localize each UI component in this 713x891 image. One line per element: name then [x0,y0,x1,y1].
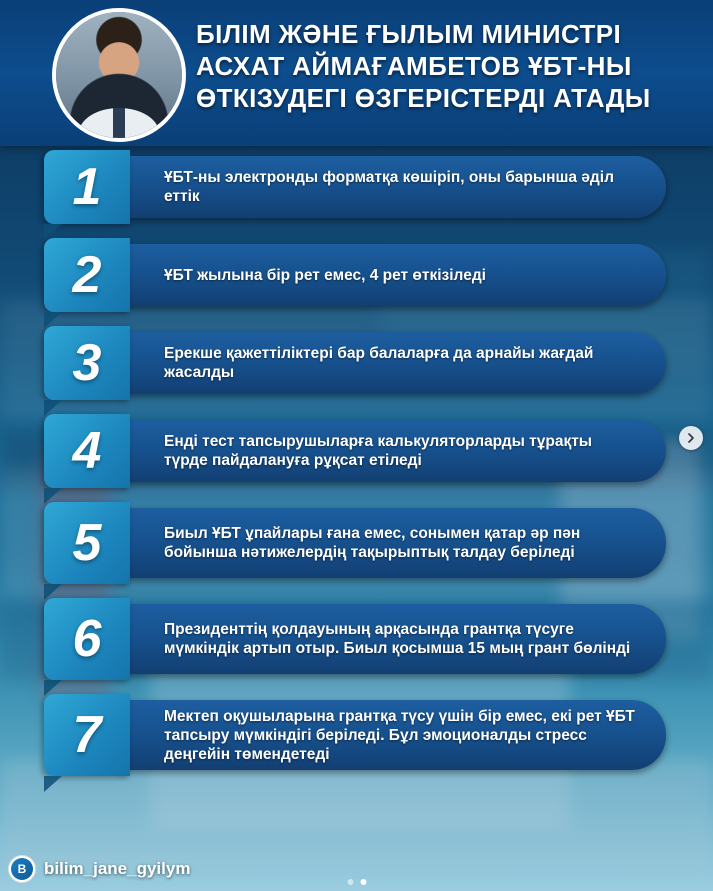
item-number-badge [44,694,130,776]
carousel-dot-active[interactable] [360,879,366,885]
avatar [52,8,186,142]
list-item [0,326,713,400]
item-number: 3 [72,334,102,392]
item-number-badge [44,502,130,584]
item-number-badge [44,150,130,224]
list-item [0,502,713,584]
item-number: 1 [72,158,102,216]
page-title: БІЛІМ ЖӘНЕ ҒЫЛЫМ МИНИСТРІ АСХАТ АЙМАҒАМБЕТОВ ҰБТ-НЫ ӨТКІЗУДЕГІ ӨЗГЕРІСТЕРДІ АТАДЫ [196,19,651,113]
item-number: 5 [72,514,102,572]
post-header [0,0,713,146]
item-number-badge [44,326,130,400]
item-text: ҰБТ-ны электронды форматқа көшіріп, оны барынша әділ еттік [164,169,614,205]
item-bar [118,332,666,394]
list-item [0,598,713,680]
item-number: 7 [72,706,102,764]
points-list [0,150,713,790]
item-bar [118,420,666,482]
list-item [0,694,713,776]
item-text: Биыл ҰБТ ұпайлары ғана емес, сонымен қатар әр пән бойынша нәтижелердің тақырыптық талдау беріледі [164,525,581,561]
item-text: ҰБТ жылына бір рет емес, 4 рет өткізіледі [164,266,486,284]
item-bar [118,244,666,306]
item-number: 4 [72,422,102,480]
carousel-indicator [347,879,366,885]
item-bar [118,604,666,674]
item-text: Ерекше қажеттіліктері бар балаларға да арнайы жағдай жасалды [164,345,594,381]
account-bar [0,847,713,891]
list-item [0,150,713,224]
item-text: Президенттің қолдауының арқасында грантқа түсуге мүмкіндік артып отыр. Биыл қосымша 15 мың грант бөлінді [164,621,631,657]
account-name[interactable]: bilim_jane_gyilym [44,859,191,878]
list-item [0,414,713,488]
account-avatar-initial: B [11,858,33,880]
next-slide-button[interactable] [679,426,703,450]
item-number-badge [44,414,130,488]
item-bar [118,700,666,770]
item-bar [118,508,666,578]
item-number: 2 [72,246,102,304]
item-number-badge [44,598,130,680]
item-bar [118,156,666,218]
account-avatar[interactable] [8,855,36,883]
list-item [0,238,713,312]
item-text: Енді тест тапсырушыларға калькуляторларды тұрақты түрде пайдалануға рұқсат етіледі [164,433,593,469]
item-text: Мектеп оқушыларына грантқа түсу үшін бір емес, екі рет ҰБТ тапсыру мүмкіндігі беріледі. Бұл эмоционалды стресс деңгейін төмендетеді [164,707,635,763]
carousel-dot[interactable] [347,879,353,885]
chevron-right-icon [685,432,697,444]
item-number-badge [44,238,130,312]
item-number: 6 [72,610,102,668]
